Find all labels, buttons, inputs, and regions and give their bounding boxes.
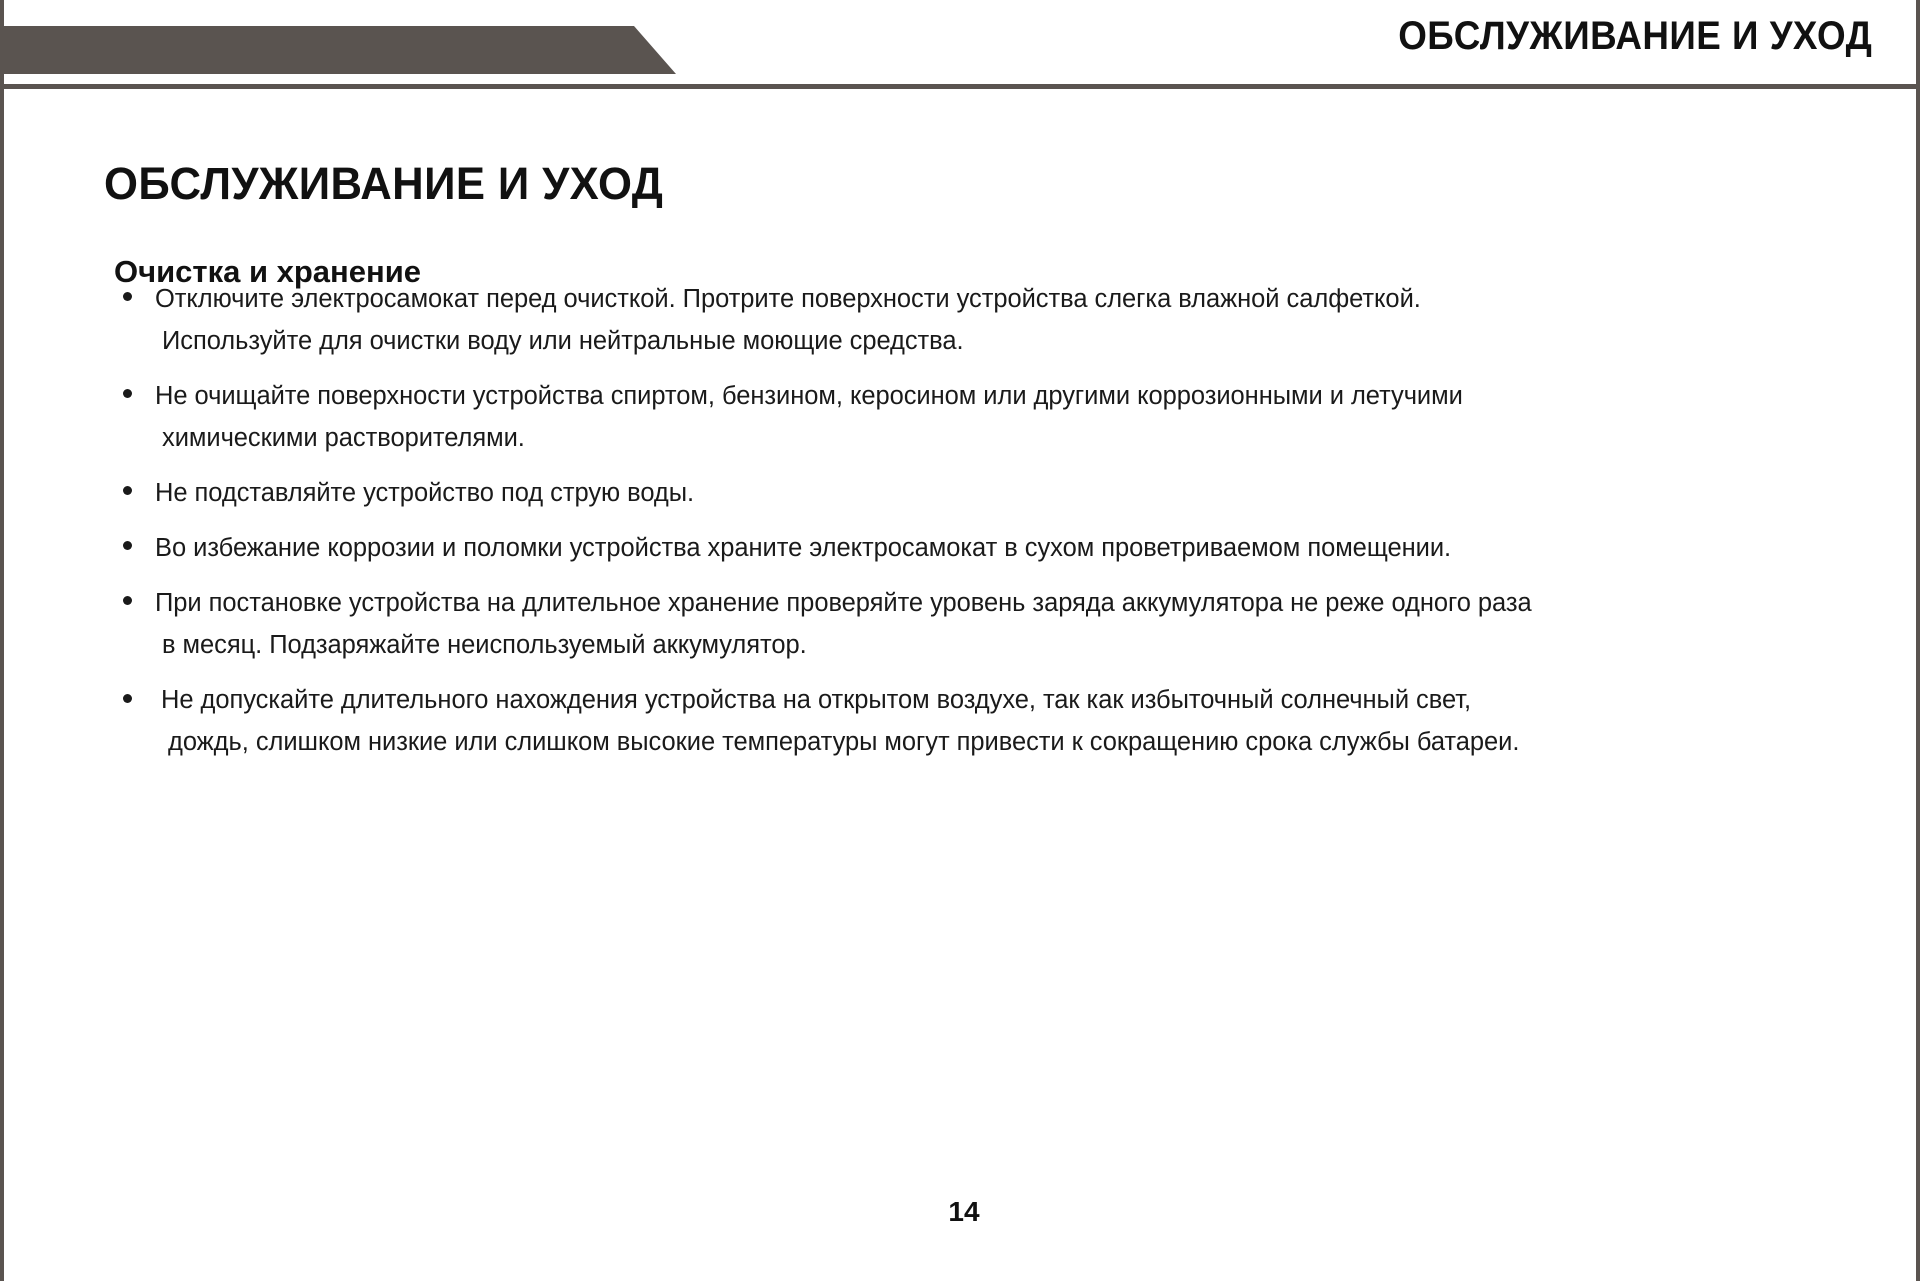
list-item-line: в месяц. Подзаряжайте неиспользуемый аккумулятор.	[162, 631, 807, 659]
header-band-shape	[4, 26, 676, 74]
bullet-dot-icon	[123, 694, 132, 703]
list-item-line: химическими растворителями.	[162, 424, 525, 452]
header-title: ОБСЛУЖИВАНИЕ И УХОД	[1397, 14, 1872, 58]
list-item-line: Используйте для очистки воду или нейтральные моющие средства.	[162, 327, 964, 355]
page-number: 14	[948, 1196, 980, 1227]
list-item-line: Отключите электросамокат перед очисткой. Протрите поверхности устройства слегка влажной салфеткой.	[155, 285, 1421, 313]
list-item-line: При постановке устройства на длительное хранение проверяйте уровень заряда аккумулятора не реже одного раза	[155, 589, 1532, 617]
header-rule	[4, 84, 1920, 89]
list-item-line: Во избежание коррозии и поломки устройства храните электросамокат в сухом проветриваемом помещении.	[155, 534, 1452, 562]
bullet-dot-icon	[123, 486, 132, 495]
list-item	[114, 472, 1854, 514]
page-title: ОБСЛУЖИВАНИЕ И УХОД	[104, 158, 664, 210]
list-item	[114, 278, 1854, 362]
bullet-dot-icon	[123, 541, 132, 550]
page-header	[4, 0, 1920, 96]
bullet-dot-icon	[123, 389, 132, 398]
list-item-line: Не очищайте поверхности устройства спиртом, бензином, керосином или другими коррозионными и летучими	[155, 382, 1463, 410]
list-item-line: Не допускайте длительного нахождения устройства на открытом воздухе, так как избыточный солнечный свет,	[161, 686, 1472, 714]
list-item	[114, 582, 1854, 666]
section-heading-cleaning-storage: Очистка и хранение	[114, 253, 422, 289]
bullet-dot-icon	[123, 596, 132, 605]
list-item-line: Не подставляйте устройство под струю воды.	[155, 479, 695, 507]
list-item	[114, 527, 1854, 569]
maintenance-bullet-list	[114, 278, 1854, 776]
list-item-line: дождь, слишком низкие или слишком высокие температуры могут привести к сокращению срока службы батареи.	[168, 728, 1520, 756]
list-item	[114, 679, 1854, 763]
list-item	[114, 375, 1854, 459]
bullet-dot-icon	[123, 292, 132, 301]
